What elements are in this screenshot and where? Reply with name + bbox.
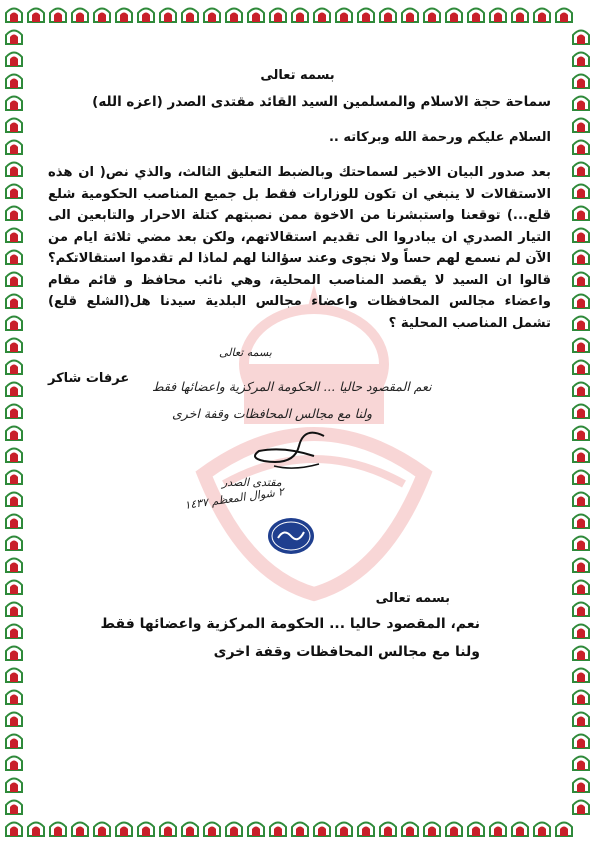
letter-heading: بسمه تعالى [260,68,335,83]
typed-reply-line-1: نعم، المقصود حاليا ... الحكومة المركزية واعضائها فقط [100,616,480,632]
typed-reply-heading: بسمه تعالى [375,591,450,606]
handwritten-reply-line-2: ولنا مع مجالس المحافظات وقفة اخرى [172,406,373,421]
handwritten-heading: بسمه تعالى [219,346,272,359]
letter-page [34,34,561,808]
handwritten-reply-line-1: نعم المقصود حاليا ... الحكومة المركزية واعضائها فقط [152,379,432,394]
handwritten-signature [244,426,334,476]
body-paragraph: بعد صدور البيان الاخير لسماحتك وبالضبط التعليق الثالث، والذي نص( ان هذه الاستقالات لا ينبغي ان تكون للوزارات فقط بل جميع المناصب الحكومية شلع قلع...) توقعنا واستبشرنا من الاخوة ممن نصبتهم كتلة الاحرار والتابعين الى التيار الصدري ان يبادروا الى تقديم استقالاتهم، ولكن بعد مضي ثلاثة ايام من الآن لم نسمع لهم حساً ولا نجوى وعند سؤالنا لهم لماذا لم تقدموا استقالاتكم؟ قالوا ان السيد لا يقصد المناصب المحلية، وهي نائب محافظ و قائم مقام واعضاء مجالس المحافظات واعضاء مجالس البلدية سيدنا هل(الشلع قلع) تشمل المناصب المحلية ؟ [48,165,551,331]
handwritten-date: ٢ شوال المعظم ١٤٣٧ [183,485,285,512]
signatory-name: عرفات شاكر [48,371,130,386]
typed-reply-line-2: ولنا مع مجالس المحافظات وقفة اخرى [213,644,480,660]
letter-body [48,162,551,334]
official-seal-stamp [266,516,316,556]
addressee-line: سماحة حجة الاسلام والمسلمين السيد القائد مقتدى الصدر (اعزه الله) [92,94,551,110]
handwritten-signature-name: مقتدى الصدر [222,476,282,489]
greeting-line: السلام عليكم ورحمة الله وبركاته .. [328,130,551,145]
